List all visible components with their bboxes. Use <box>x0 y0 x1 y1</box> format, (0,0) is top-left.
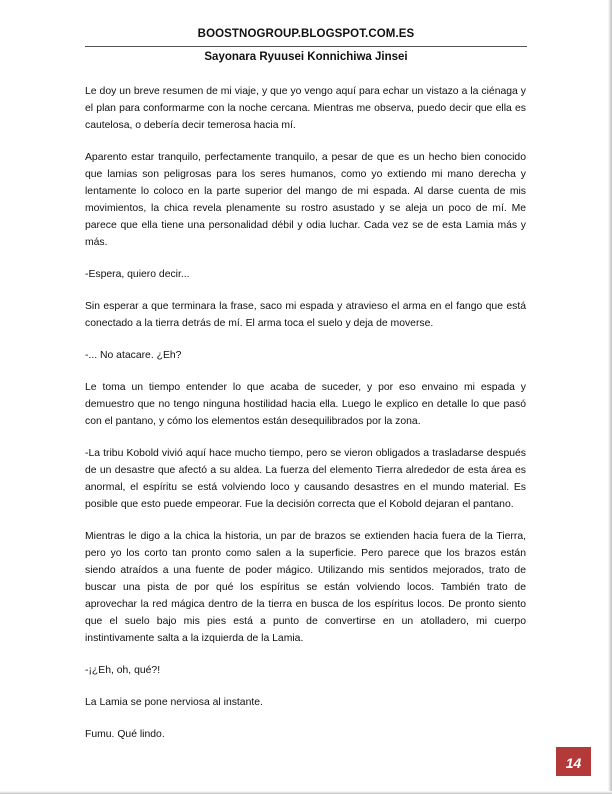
page-edge-shadow <box>608 0 612 794</box>
book-title: Sayonara Ryuusei Konnichiwa Jinsei <box>204 51 408 63</box>
paragraph: -¡¿Eh, oh, qué?! <box>85 665 161 676</box>
paragraph: Le toma un tiempo entender lo que acaba de suceder, y por eso envaino mi espada y demuestro que no tengo ninguna hostilidad hacia ella. Luego le explico en detalle lo que pasó con el pantano, y cómo los elementos están desequilibrados por la zona. <box>85 382 526 427</box>
site-url: BOOSTNOGROUP.BLOGSPOT.COM.ES <box>197 28 415 40</box>
paragraph: Aparento estar tranquilo, perfectamente tranquilo, a pesar de que es un hecho bien conocido que lamias son peligrosas para los seres humanos, como yo extiendo mi mano derecha y lentamente lo coloco en la parte superior del mango de mi espada. Al darse cuenta de mis movimientos, la chica revela plenamente su rostro asustado y se aleja un poco de mí. Me parece que ella tiene una personalidad débil y odia luchar. Cada vez se de esta Lamia más y más. <box>85 152 526 248</box>
header-divider <box>85 46 527 47</box>
paragraph: Mientras le digo a la chica la historia, un par de brazos se extienden hacia fuera de la Tierra, pero yo los corto tan pronto como salen a la superficie. Pero parece que los brazos están siendo atraídos a una fuente de poder mágico. Utilizando mis sentidos mejorados, trato de buscar una pista de por qué los espíritus se están volviendo locos. También trato de aprovechar la red mágica dentro de la tierra en busca de los espíritus locos. De pronto siento que el suelo bajo mis pies está a punto de convertirse en un atolladero, mi cuerpo instintivamente salta a la izquierda de la Lamia. <box>85 531 526 644</box>
paragraph: Sin esperar a que terminara la frase, saco mi espada y atravieso el arma en el fango que está conectado a la tierra detrás de mí. El arma toca el suelo y deja de moverse. <box>85 301 526 329</box>
page-number-badge: 14 <box>556 747 591 776</box>
paragraph: Le doy un breve resumen de mi viaje, y que yo vengo aquí para echar un vistazo a la ciénaga y el plan para conformarme con la noche cercana. Mientras me observa, puedo decir que ella es cautelosa, o debería decir temerosa hacia mí. <box>85 86 526 131</box>
paragraph: -... No atacare. ¿Eh? <box>85 350 182 361</box>
paragraph: La Lamia se pone nerviosa al instante. <box>85 697 263 708</box>
body-text <box>85 83 526 758</box>
paragraph: -La tribu Kobold vivió aquí hace mucho tiempo, pero se vieron obligados a trasladarse después de un desastre que afectó a su aldea. La fuerza del elemento Tierra alrededor de esta área es anormal, el espíritu se está volviendo loco y causando desastres en el mundo material. Es posible que esto puede empeorar. Fue la decisión correcta que el Kobold dejaran el pantano. <box>85 448 526 510</box>
paragraph: Fumu. Qué lindo. <box>85 729 165 740</box>
paragraph: -Espera, quiero decir... <box>85 269 190 280</box>
page-header <box>85 27 527 64</box>
